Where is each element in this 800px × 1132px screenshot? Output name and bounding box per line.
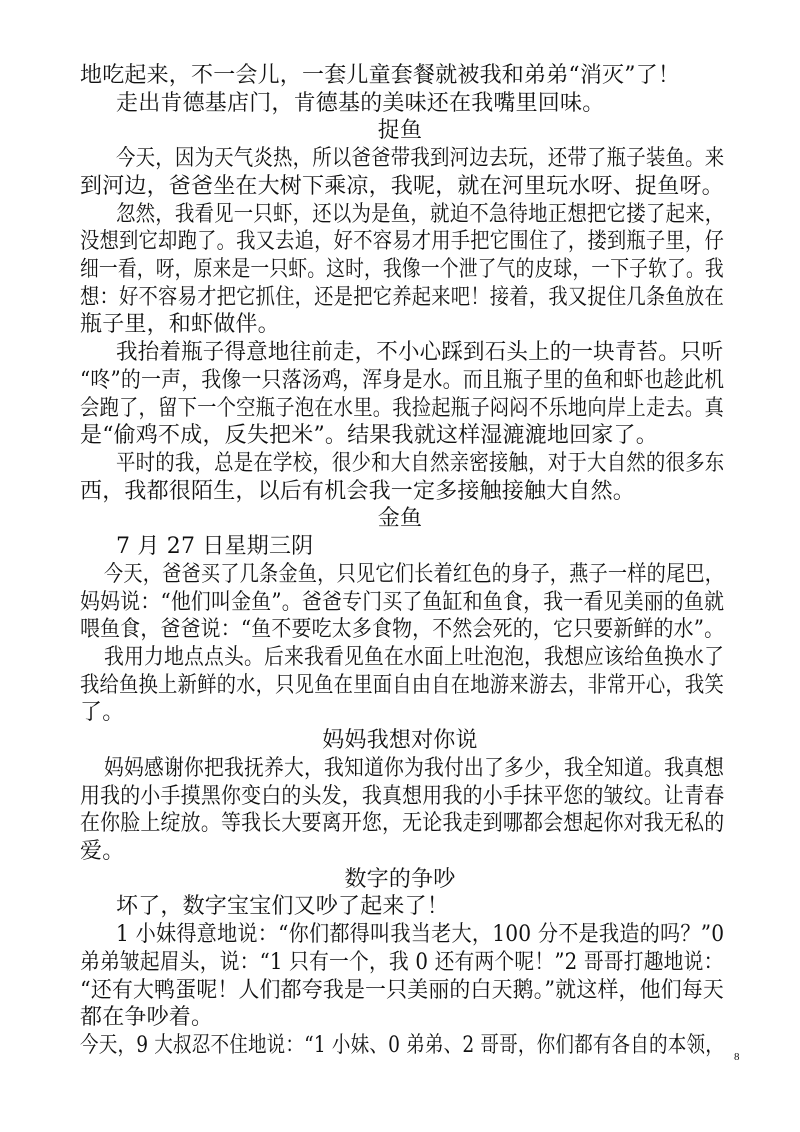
paragraph-line: 在你脸上绽放。等我长大要离开您，无论我走到哪都会想起你对我无私的: [80, 811, 725, 836]
section-title: 妈妈我想对你说: [322, 728, 478, 753]
section-title: 数字的争吵: [344, 867, 456, 892]
paragraph-line: 瓶子里，和虾做伴。: [80, 312, 280, 337]
paragraph-line: 平时的我，总是在学校，很少和大自然亲密接触，对于大自然的很多东: [116, 451, 725, 476]
paragraph-line: 会跑了，留下一个空瓶子泡在水里。我捡起瓶子闷闷不乐地向岸上走去。真: [80, 396, 724, 421]
paragraph-line: 都在争吵着。: [80, 1005, 214, 1030]
section-title: 金鱼: [377, 506, 423, 531]
paragraph-line: 西，我都很陌生，以后有机会我一定多接触接触大自然。: [80, 479, 636, 504]
paragraph-line: 到河边，爸爸坐在大树下乘凉，我呢，就在河里玩水呀、捉鱼呀。: [80, 174, 724, 199]
paragraph-line: 想：好不容易才把它抓住，还是把它养起来吧！接着，我又捉住几条鱼放在: [80, 285, 724, 310]
paragraph-line: 坏了，数字宝宝们又吵了起来了！: [116, 894, 450, 919]
paragraph-line: 今天，因为天气炎热，所以爸爸带我到河边去玩，还带了瓶子装鱼。来: [116, 146, 725, 171]
paragraph-line: 妈妈说：“他们叫金鱼”。爸爸专门买了鱼缸和鱼食，我一看见美丽的鱼就: [80, 590, 725, 615]
paragraph-line: 弟弟皱起眉头，说：“1 只有一个，我 0 还有两个呢！”2 哥哥打趣地说：: [80, 950, 724, 975]
section-title: 捉鱼: [377, 118, 423, 143]
page-number: 8: [734, 1051, 740, 1063]
paragraph-line: 是“偷鸡不成，反失把米”。结果我就这样湿漉漉地回家了。: [80, 423, 658, 448]
paragraph-line: 我给鱼换上新鲜的水，只见鱼在里面自由自在地游来游去，非常开心，我笑: [80, 673, 724, 698]
paragraph-line: 没想到它却跑了。我又去追，好不容易才用手把它围住了，搂到瓶子里，仔: [80, 229, 724, 254]
paragraph-line: 今天，爸爸买了几条金鱼，只见它们长着红色的身子，燕子一样的尾巴，: [104, 562, 725, 587]
paragraph-line: 地吃起来，不一会儿，一套儿童套餐就被我和弟弟“消灭”了！: [80, 63, 681, 88]
paragraph-line: 今天，9 大叔忍不住地说：“1 小妹、0 弟弟、2 哥哥，你们都有各自的本领，: [80, 1033, 724, 1058]
paragraph-line: 我用力地点点头。后来我看见鱼在水面上吐泡泡，我想应该给鱼换水了: [104, 645, 725, 670]
paragraph-line: 喂鱼食，爸爸说：“鱼不要吃太多食物，不然会死的，它只要新鲜的水”。: [80, 617, 725, 642]
paragraph-line: 1 小妹得意地说：“你们都得叫我当老大，100 分不是我造的吗？”0: [116, 922, 725, 947]
date-line: 7 月 27 日星期三阴: [116, 534, 314, 559]
paragraph-line: 我抬着瓶子得意地往前走，不小心踩到石头上的一块青苔。只听: [116, 340, 724, 365]
paragraph-line: 了。: [80, 700, 125, 725]
paragraph-line: 妈妈感谢你把我抚养大，我知道你为我付出了多少，我全知道。我真想: [104, 756, 725, 781]
paragraph-line: 走出肯德基店门，肯德基的美味还在我嘴里回味。: [116, 91, 605, 116]
paragraph-line: “咚”的一声，我像一只落汤鸡，浑身是水。而且瓶子里的鱼和虾也趁此机: [80, 368, 725, 393]
paragraph-line: 细一看，呀，原来是一只虾。这时，我像一个泄了气的皮球，一下子软了。我: [80, 257, 724, 282]
paragraph-line: 爱。: [80, 839, 125, 864]
paragraph-line: 忽然，我看见一只虾，还以为是鱼，就迫不急待地正想把它搂了起来，: [116, 202, 725, 227]
paragraph-line: 用我的小手摸黑你变白的头发，我真想用我的小手抹平您的皱纹。让青春: [80, 784, 725, 809]
paragraph-line: “还有大鸭蛋呢！人们都夸我是一只美丽的白天鹅。”就这样，他们每天: [80, 978, 725, 1003]
